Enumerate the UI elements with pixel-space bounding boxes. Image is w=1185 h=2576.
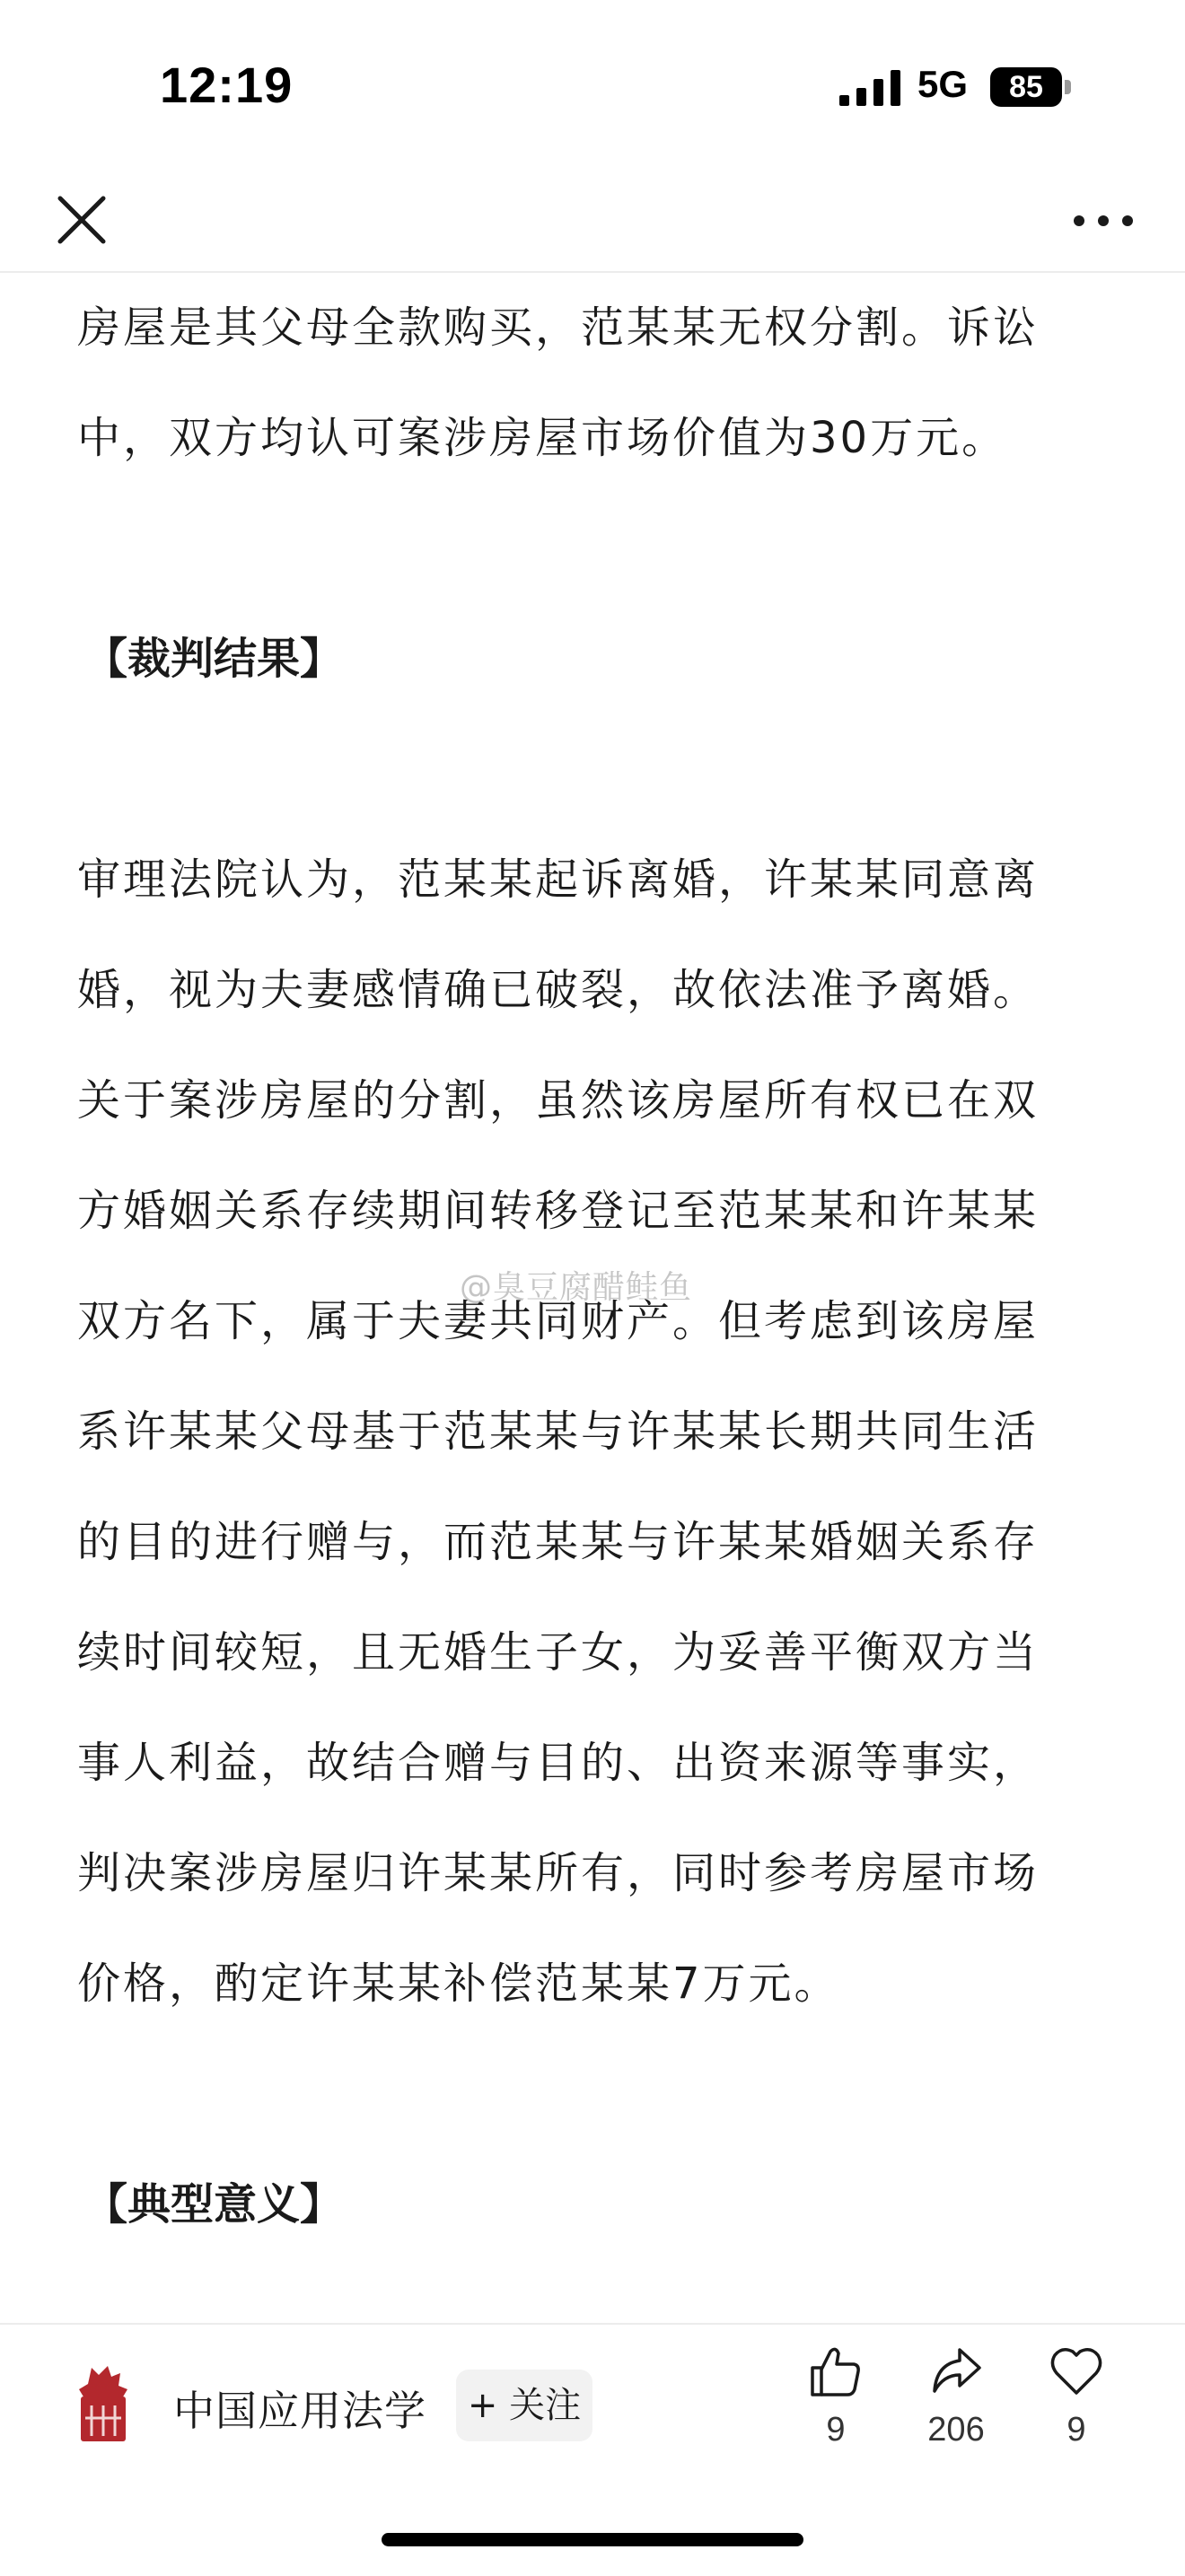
paragraph-line: 续时间较短，且无婚生子女，为妥善平衡双方当 (77, 1627, 1040, 1678)
paragraph-line: 中，双方均认可案涉房屋市场价值为30万元。 (77, 413, 1008, 463)
more-icon (1070, 196, 1137, 246)
close-button[interactable] (52, 190, 111, 250)
paragraph-line: 事人利益，故结合赠与目的、出资来源等事实， (77, 1738, 1040, 1788)
nav-header (0, 171, 1185, 273)
watermark: @臭豆腐醋鲑鱼 (460, 1269, 693, 1306)
paragraph-line: 房屋是其父母全款购买，范某某无权分割。诉讼 (77, 302, 1040, 353)
heart-icon (1049, 2344, 1103, 2398)
share-icon (929, 2344, 983, 2398)
status-time: 12:19 (160, 57, 294, 113)
like-button[interactable] (777, 2344, 894, 2449)
share-count: 206 (927, 2411, 985, 2449)
paragraph-line: 婚，视为夫妻感情确已破裂，故依法准予离婚。 (77, 965, 1040, 1015)
close-icon (52, 190, 111, 250)
more-options-button[interactable] (1070, 196, 1137, 246)
like-count: 9 (826, 2411, 846, 2449)
paragraph-line: 双方名下，属于夫妻共同财产。但考虑到该房屋 (77, 1296, 1040, 1346)
follow-button[interactable]: + 关注 (456, 2370, 592, 2441)
author-avatar[interactable] (72, 2362, 135, 2445)
status-bar (0, 0, 1185, 171)
network-type: 5G (917, 63, 969, 105)
battery-icon (990, 67, 1073, 107)
author-name[interactable]: 中国应用法学 (173, 2387, 426, 2435)
cellular-signal-icon (839, 70, 902, 106)
paragraph-line: 的目的进行赠与，而范某某与许某某婚姻关系存 (77, 1517, 1040, 1567)
home-indicator (382, 2533, 803, 2546)
share-button[interactable] (898, 2344, 1014, 2449)
paragraph-line: 判决案涉房屋归许某某所有，同时参考房屋市场 (77, 1848, 1040, 1898)
favorite-button[interactable] (1018, 2344, 1135, 2449)
article-body (77, 273, 1119, 2260)
paragraph-line: 审理法院认为，范某某起诉离婚，许某某同意离 (77, 854, 1040, 905)
paragraph-line: 关于案涉房屋的分割，虽然该房屋所有权已在双 (77, 1075, 1040, 1126)
section-heading-result: 【裁判结果】 (84, 634, 344, 684)
paragraph-line: 价格，酌定许某某补偿范某某7万元。 (77, 1958, 840, 2009)
section-heading-significance: 【典型意义】 (84, 2179, 344, 2230)
battery-level: 85 (1009, 70, 1043, 104)
thumbs-up-icon (809, 2344, 863, 2398)
paragraph-line: 系许某某父母基于范某某与许某某长期共同生活 (77, 1406, 1040, 1457)
paragraph-line: 方婚姻关系存续期间转移登记至范某某和许某某 (77, 1186, 1040, 1236)
favorite-count: 9 (1066, 2411, 1086, 2449)
